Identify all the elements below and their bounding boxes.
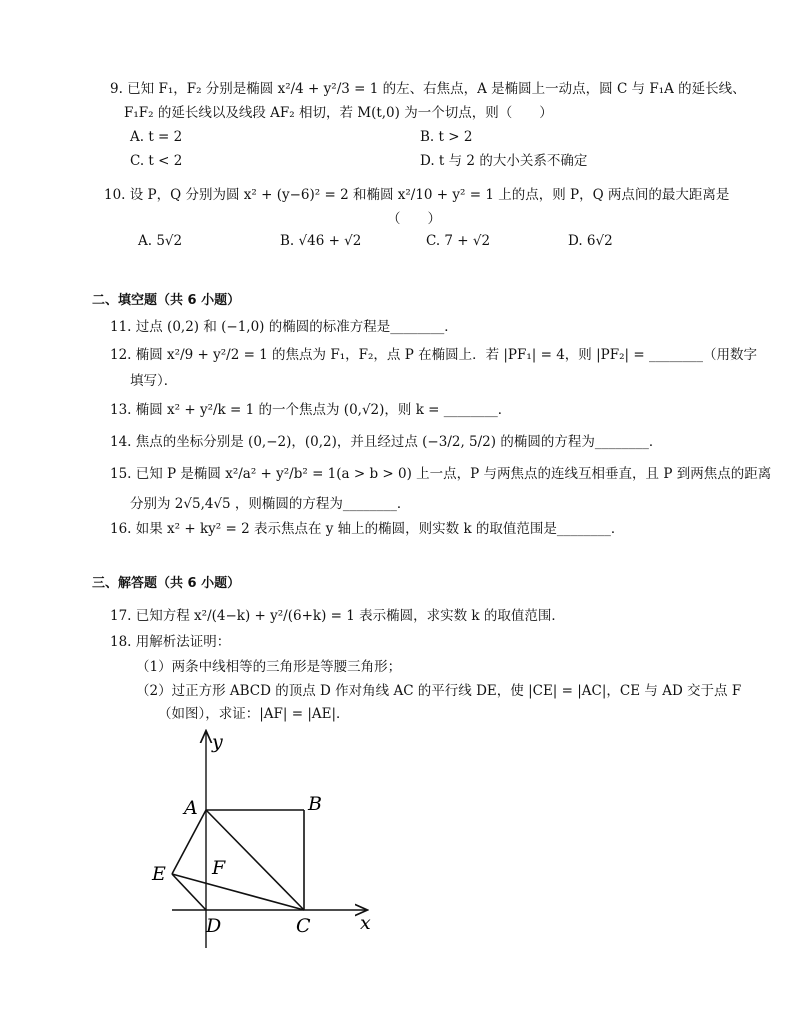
q10-option-c: C. 7 + √2 — [426, 233, 491, 249]
label-x: x — [360, 912, 371, 934]
label-b: B — [308, 793, 322, 815]
label-e: E — [152, 863, 166, 885]
label-d: D — [206, 915, 222, 937]
q14: 14. 焦点的坐标分别是 (0,−2)，(0,2)，并且经过点 (−3/2, 5/2) 的椭圆的方程为________． — [110, 434, 663, 450]
q15-line1: 15. 已知 P 是椭圆 x²/a² + y²/b² = 1(a > b > 0) 上一点，P 与两焦点的连线互相垂直，且 P 到两焦点的距离 — [110, 466, 772, 482]
label-f: F — [212, 857, 226, 879]
q9-option-a: A. t = 2 — [130, 129, 183, 145]
q18-part2-line1: （2）过正方形 ABCD 的顶点 D 作对角线 AC 的平行线 DE，使 |CE| = |AC|，CE 与 AD 交于点 F — [136, 683, 742, 699]
label-y: y — [212, 731, 223, 753]
q10-option-d: D. 6√2 — [568, 233, 613, 249]
q9-line1: 9. 已知 F₁，F₂ 分别是椭圆 x²/4 + y²/3 = 1 的左、右焦点，A 是椭圆上一动点，圆 C 与 F₁A 的延长线、 — [110, 81, 746, 97]
q15-line2: 分别为 2√5,4√5 ，则椭圆的方程为________． — [130, 496, 411, 512]
q17: 17. 已知方程 x²/(4−k) + y²/(6+k) = 1 表示椭圆，求实数 k 的取值范围． — [110, 608, 565, 624]
label-a: A — [184, 797, 198, 819]
q16: 16. 如果 x² + ky² = 2 表示焦点在 y 轴上的椭圆，则实数 k 的取值范围是________． — [110, 521, 625, 537]
segment-ae — [172, 810, 206, 874]
q9-line2: F₁F₂ 的延长线以及线段 AF₂ 相切，若 M(t,0) 为一个切点，则（ ） — [124, 105, 553, 121]
q10-option-b: B. √46 + √2 — [280, 233, 362, 249]
q12-line1: 12. 椭圆 x²/9 + y²/2 = 1 的焦点为 F₁，F₂，点 P 在椭圆上．若 |PF₁| = 4，则 |PF₂| = ________（用数字 — [110, 347, 757, 363]
q9-option-d: D. t 与 2 的大小关系不确定 — [420, 153, 588, 169]
q10-option-a: A. 5√2 — [138, 233, 183, 249]
q11: 11. 过点 (0,2) 和 (−1,0) 的椭圆的标准方程是________． — [110, 319, 458, 335]
q12-line2: 填写）． — [130, 373, 178, 389]
section2-title: 二、填空题（共 6 小题） — [92, 293, 241, 308]
q18: 18. 用解析法证明： — [110, 634, 231, 650]
label-c: C — [296, 915, 311, 937]
q10-line1: 10. 设 P，Q 分别为圆 x² + (y−6)² = 2 和椭圆 x²/10 + y² = 1 上的点，则 P，Q 两点间的最大距离是 — [104, 187, 730, 203]
q18-part2-line2: （如图），求证：|AF| = |AE|． — [158, 706, 350, 722]
q9-option-c: C. t < 2 — [130, 153, 183, 169]
geometry-figure — [140, 726, 390, 958]
q9-option-b: B. t > 2 — [420, 129, 473, 145]
segment-ec — [172, 874, 304, 910]
q13: 13. 椭圆 x² + y²/k = 1 的一个焦点为 (0,√2)，则 k = ________． — [110, 402, 512, 418]
q18-part1: （1）两条中线相等的三角形是等腰三角形； — [136, 659, 402, 675]
q10-line2: （ ） — [387, 211, 441, 227]
section3-title: 三、解答题（共 6 小题） — [92, 576, 241, 591]
